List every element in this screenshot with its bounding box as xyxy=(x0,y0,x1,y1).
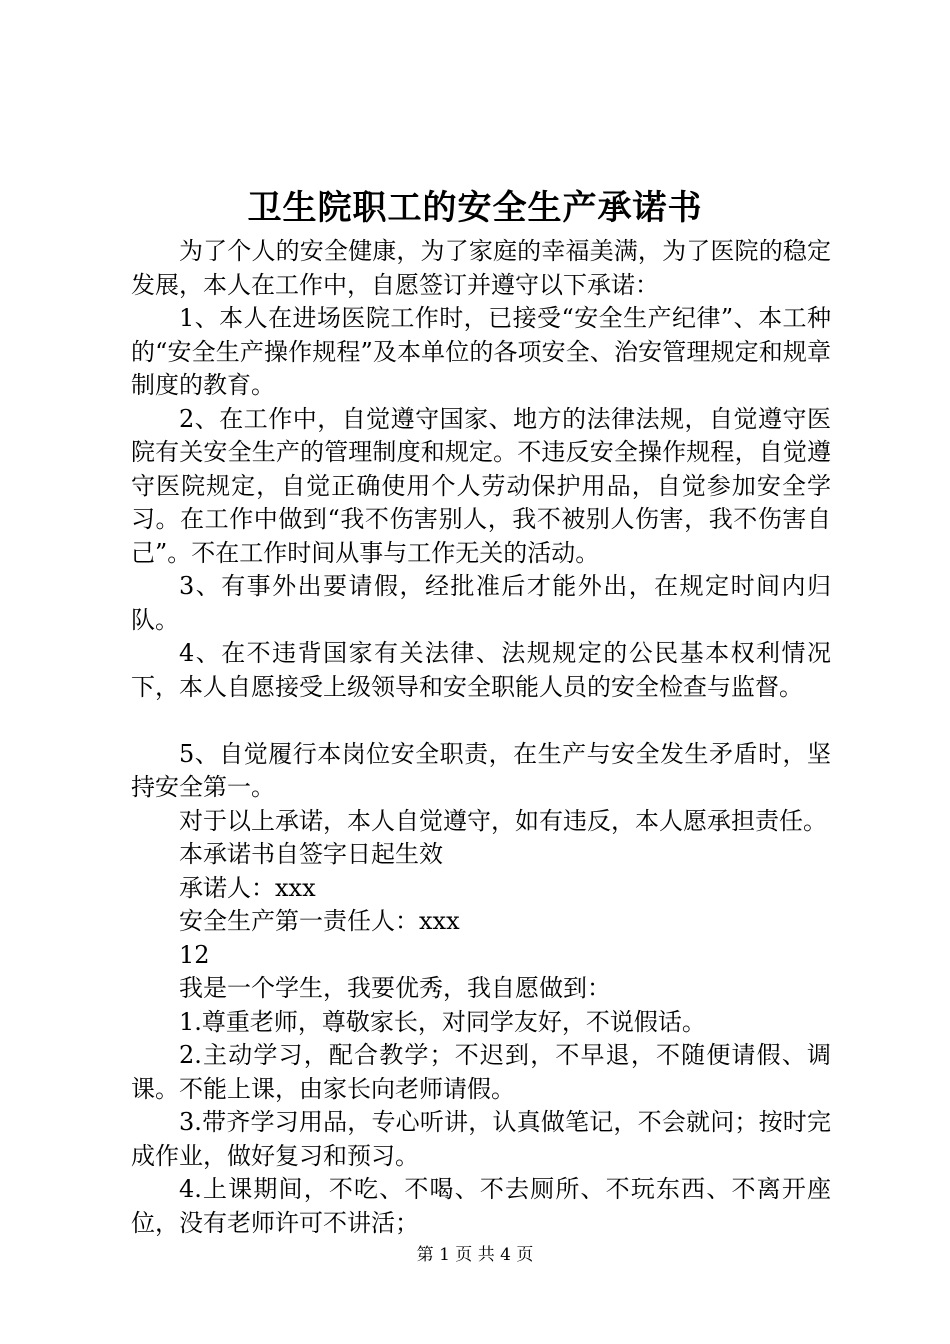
signer-line: 承诺人：xxx xyxy=(179,873,316,902)
commitment-item-2: 2、在工作中，自觉遵守国家、地方的法律法规，自觉遵守医院有关安全生产的管理制度和规定。不违反安全操作规程，自觉遵守医院规定，自觉正确使用个人劳动保护用品，自觉参加安全学习。在工作中做到“我不伤害别人，我不被别人伤害，我不伤害自己”。不在工作时间从事与工作无关的活动。 xyxy=(131,404,831,567)
responsible-person-line: 安全生产第一责任人：xxx xyxy=(179,907,460,935)
section-number: 12 xyxy=(179,940,210,969)
student-item-3: 3.带齐学习用品，专心听讲，认真做笔记，不会就问；按时完成作业，做好复习和预习。 xyxy=(131,1108,831,1170)
document-title: 卫生院职工的安全生产承诺书 xyxy=(247,188,703,228)
student-intro: 我是一个学生，我要优秀，我自愿做到： xyxy=(179,974,611,1002)
student-item-1: 1.尊重老师，尊敬家长，对同学友好，不说假话。 xyxy=(179,1007,706,1036)
commitment-item-4: 4、在不违背国家有关法律、法规规定的公民基本权利情况下，本人自愿接受上级领导和安全职能人员的安全检查与监督。 xyxy=(131,639,831,701)
student-item-2: 2.主动学习，配合教学；不迟到，不早退，不随便请假、调课。不能上课，由家长向老师请假。 xyxy=(131,1041,831,1103)
document-body xyxy=(131,235,831,1240)
intro-paragraph: 为了个人的安全健康，为了家庭的幸福美满，为了医院的稳定发展，本人在工作中，自愿签订并遵守以下承诺： xyxy=(131,237,831,299)
commitment-item-5: 5、自觉履行本岗位安全职责，在生产与安全发生矛盾时，坚持安全第一。 xyxy=(131,739,831,801)
commitment-item-3: 3、有事外出要请假，经批准后才能外出，在规定时间内归队。 xyxy=(131,572,831,634)
effective-date-line: 本承诺书自签字日起生效 xyxy=(179,840,443,868)
commitment-item-1: 1、本人在进场医院工作时，已接受“安全生产纪律”、本工种的“安全生产操作规程”及本单位的各项安全、治安管理规定和规章制度的教育。 xyxy=(131,304,831,399)
student-item-4: 4.上课期间，不吃、不喝、不去厕所、不玩东西、不离开座位，没有老师许可不讲活； xyxy=(131,1175,831,1237)
blank-line xyxy=(131,704,831,738)
page-footer: 第 1 页 共 4 页 xyxy=(416,1245,534,1265)
closing-paragraph: 对于以上承诺，本人自觉遵守，如有违反，本人愿承担责任。 xyxy=(179,806,827,835)
